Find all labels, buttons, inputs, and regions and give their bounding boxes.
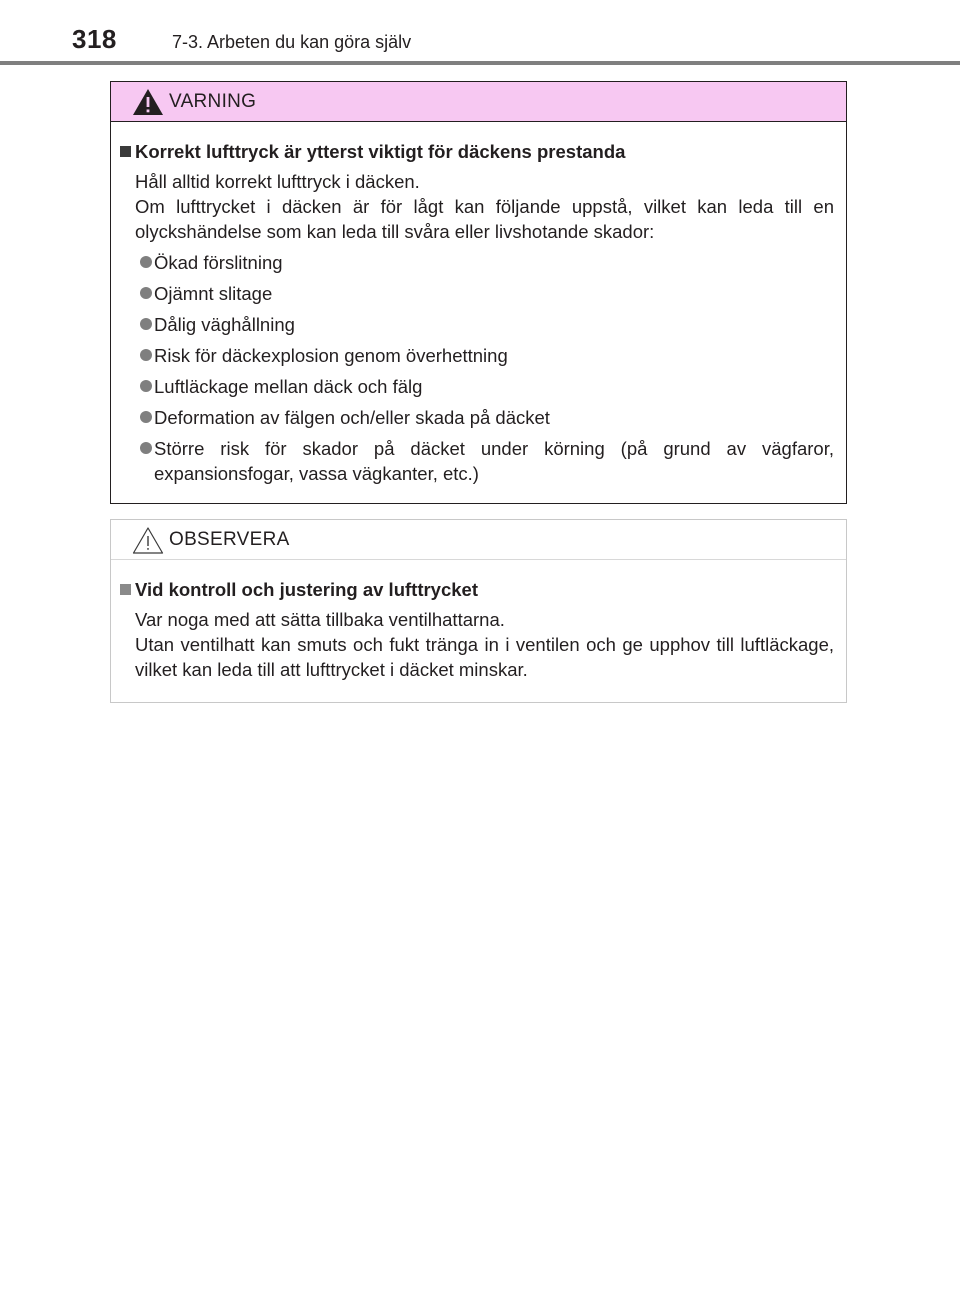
notice-label: OBSERVERA <box>169 529 290 550</box>
list-item <box>119 250 834 275</box>
notice-box <box>110 519 847 703</box>
list-item-text: Luftläckage mellan däck och fälg <box>154 376 423 397</box>
notice-heading-text: Vid kontroll och justering av lufttrycket <box>135 579 478 600</box>
square-bullet-icon <box>120 146 131 157</box>
list-item-text: Deformation av fälgen och/eller skada på däcket <box>154 407 550 428</box>
list-item <box>119 436 834 486</box>
list-item <box>119 312 834 337</box>
list-item-text: Större risk för skador på däcket under körning (på grund av vägfaror, expansionsfogar, vassa vägkanter, etc.) <box>154 438 834 484</box>
warning-intro-2: Om lufttrycket i däcken är för lågt kan följande uppstå, vilket kan leda till en olyckshändelse som kan leda till svåra eller livshotande skador: <box>135 196 834 242</box>
notice-para-1: Var noga med att sätta tillbaka ventilhattarna. <box>135 609 505 630</box>
round-bullet-icon <box>140 411 152 423</box>
list-item <box>119 374 834 399</box>
round-bullet-icon <box>140 318 152 330</box>
round-bullet-icon <box>140 287 152 299</box>
warning-heading-text: Korrekt lufttryck är ytterst viktigt för däckens prestanda <box>135 141 626 162</box>
list-item <box>119 405 834 430</box>
square-bullet-icon <box>120 584 131 595</box>
header-rule <box>0 61 960 65</box>
round-bullet-icon <box>140 442 152 454</box>
list-item <box>119 281 834 306</box>
section-title: 7-3. Arbeten du kan göra själv <box>172 32 412 52</box>
warning-heading <box>119 140 834 164</box>
page-header <box>0 0 960 64</box>
list-item-text: Risk för däckexplosion genom överhettning <box>154 345 508 366</box>
notice-heading <box>119 578 834 602</box>
warning-intro-1: Håll alltid korrekt lufttryck i däcken. <box>135 171 420 192</box>
warning-list <box>119 250 834 486</box>
notice-box-header <box>111 520 846 560</box>
round-bullet-icon <box>140 256 152 268</box>
notice-box-body <box>111 560 846 682</box>
page-number: 318 <box>72 24 117 54</box>
warning-label: VARNING <box>169 91 257 112</box>
list-item-text: Ojämnt slitage <box>154 283 273 304</box>
list-item-text: Dålig väghållning <box>154 314 295 335</box>
list-item <box>119 343 834 368</box>
notice-para-2: Utan ventilhatt kan smuts och fukt tränga in i ventilen och ge upphov till luftläckage, vilket kan leda till att lufttrycket i däcket minskar. <box>135 634 834 680</box>
round-bullet-icon <box>140 380 152 392</box>
warning-box <box>110 81 847 504</box>
list-item-text: Ökad förslitning <box>154 252 283 273</box>
warning-box-header <box>111 82 846 122</box>
warning-triangle-icon <box>131 87 165 117</box>
round-bullet-icon <box>140 349 152 361</box>
warning-box-body <box>111 122 846 486</box>
caution-triangle-outline-icon <box>131 525 165 555</box>
